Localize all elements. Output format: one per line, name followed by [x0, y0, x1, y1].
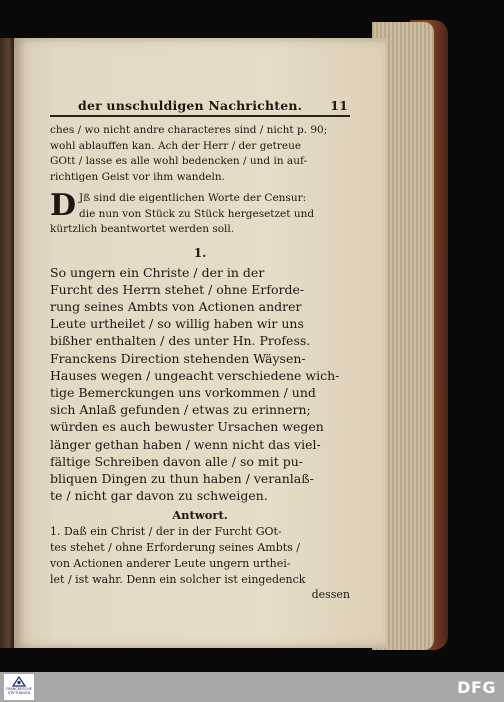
page-number: 11 [330, 98, 348, 113]
logo-text: STIFTUNGEN [7, 691, 31, 695]
text-line: länger gethan haben / wenn nicht das viel- [50, 436, 321, 452]
francke-logo[interactable] [4, 674, 34, 700]
text-line: kürtzlich beantwortet werden soll. [50, 223, 235, 235]
viewer-footer-bar [0, 672, 504, 702]
book-binding-left [0, 38, 14, 648]
answer-heading: Antwort. [172, 508, 228, 523]
text-line: richtigen Geist vor ihm wandeln. [50, 170, 225, 183]
text-line: Hauses wegen / ungeacht verschiedene wich- [50, 367, 340, 383]
text-line: sich Anlaß gefunden / etwas zu erinnern; [50, 402, 311, 418]
text-line: bliquen Dingen zu thun haben / veranlaß- [50, 470, 314, 486]
dfg-logo[interactable]: DFG [457, 678, 496, 697]
text-line: te / nicht gar davon zu schweigen. [50, 488, 268, 504]
text-line: Furcht des Herrn stehet / ohne Erforde- [50, 281, 305, 297]
logo-text: FRANCKESCHE [6, 687, 32, 691]
text-line: ches / wo nicht andre characteres sind / nicht p. 90; [50, 124, 328, 136]
book-page [14, 38, 386, 648]
answer-paragraph [50, 524, 350, 588]
text-line: Jß sind die eigentlichen Worte der Censur: [79, 192, 307, 204]
page-text [50, 98, 350, 601]
intro-text [50, 123, 350, 185]
text-line: Franckens Direction stehenden Wäysen- [50, 350, 306, 366]
section-number: 1. [193, 245, 207, 260]
text-line: tige Bemerckungen uns vorkommen / und [50, 384, 316, 400]
text-line: rung seines Ambts von Actionen andrer [50, 298, 302, 314]
main-paragraph [50, 264, 350, 505]
text-line: let / ist wahr. Denn ein solcher ist eingedenck [50, 573, 306, 587]
text-line: würden es auch bewuster Ursachen wegen [50, 419, 324, 435]
text-line: fältige Schreiben davon alle / so mit pu- [50, 453, 303, 469]
text-line: bißher enthalten / des unter Hn. Profess. [50, 333, 311, 349]
running-title: der unschuldigen Nachrichten. [78, 98, 303, 113]
text-line: So ungern ein Christe / der in der [50, 264, 265, 280]
text-line: 1. Daß ein Christ / der in der Furcht GOt- [50, 525, 282, 539]
drop-capital: D [50, 188, 77, 223]
text-line: wohl ablauffen kan. Ach der Herr / der getreue [50, 139, 302, 152]
text-line: von Actionen anderer Leute ungern urthei- [50, 557, 291, 571]
text-line: Leute urtheilet / so willig haben wir uns [50, 316, 304, 332]
text-line: GOtt / lasse es alle wohl bedencken / und in auf- [50, 155, 308, 167]
censur-paragraph [50, 188, 350, 238]
running-header [50, 98, 350, 117]
catchword: dessen [311, 588, 350, 602]
text-line: tes stehet / ohne Erforderung seines Ambts / [50, 541, 301, 555]
text-line: die nun von Stück zu Stück hergesetzet und [79, 207, 315, 220]
francke-emblem-icon [12, 676, 26, 687]
